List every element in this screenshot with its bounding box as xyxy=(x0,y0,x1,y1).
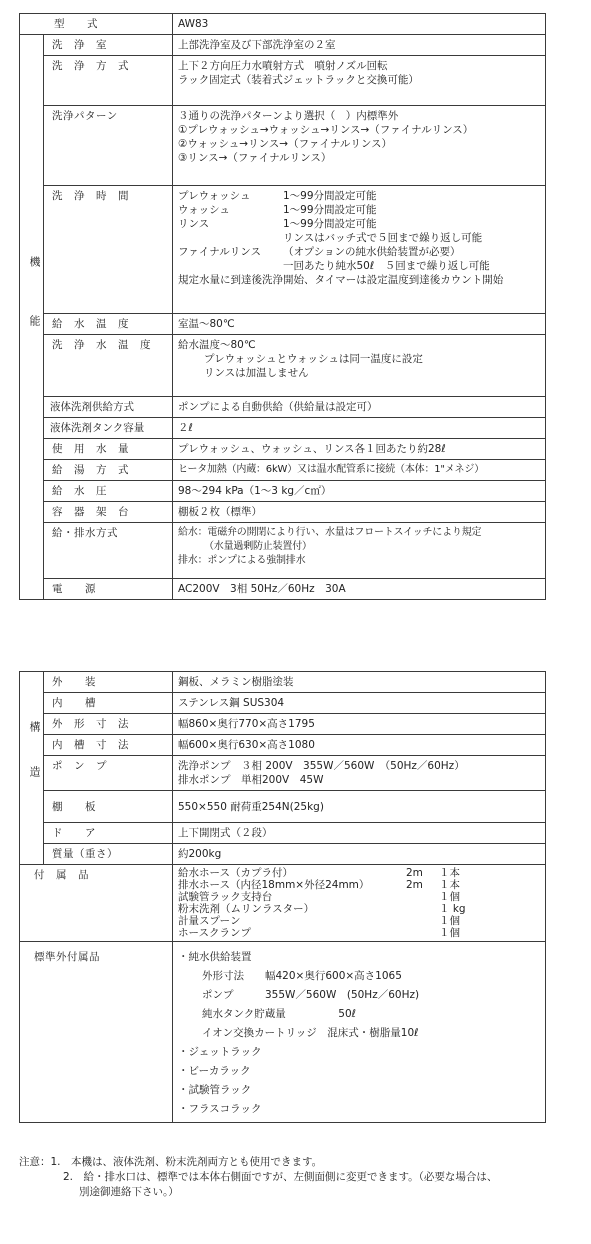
wash-time-entry xyxy=(178,245,540,259)
racks-row xyxy=(20,502,546,523)
accessory-qty xyxy=(406,903,439,915)
weight-row xyxy=(20,844,546,865)
accessories-label: 付 属 品 xyxy=(20,865,173,942)
door-label: ド ア xyxy=(44,823,173,844)
accessory-item xyxy=(178,879,540,891)
water-system-line: 給水：電磁弁の開閉により行い、水量はフロートスイッチにより規定 xyxy=(178,527,482,538)
tank-value: ステンレス鋼 SUS304 xyxy=(173,693,546,714)
exterior-row xyxy=(20,672,546,693)
water-pressure-row xyxy=(20,481,546,502)
accessory-count: １個 xyxy=(439,891,460,903)
accessory-item xyxy=(178,927,540,939)
detergent-supply-label: 液体洗剤供給方式 xyxy=(44,397,173,418)
door-row xyxy=(20,823,546,844)
wash-time-step xyxy=(178,231,283,245)
accessory-name: 排水ホース（内径18mm×外径24mm） xyxy=(178,879,370,891)
detergent-tank-label: 液体洗剤タンク容量 xyxy=(44,418,173,439)
wash-time-setting: 1～99分間設定可能 xyxy=(283,204,377,216)
wash-time-entry xyxy=(178,217,540,231)
water-system-line: 排水：ポンプによる強制排水 xyxy=(178,555,306,566)
power-value: AC200V 3相 50Hz／60Hz 30A xyxy=(173,579,546,600)
wash-time-setting: 1～99分間設定可能 xyxy=(283,190,377,202)
outer-dims-label: 外 形 寸 法 xyxy=(44,714,173,735)
wash-time-step: リンス xyxy=(178,218,210,230)
accessory-qty xyxy=(406,891,439,903)
accessory-name: 計量スプーン xyxy=(178,915,241,927)
wash-time-entry xyxy=(178,203,540,217)
accessory-count: １本 xyxy=(439,867,460,879)
inner-dims-label: 内 槽 寸 法 xyxy=(44,735,173,756)
water-pressure-label: 給 水 圧 xyxy=(44,481,173,502)
detergent-supply-row xyxy=(20,397,546,418)
weight-value: 約200kg xyxy=(173,844,546,865)
structure-spec-table xyxy=(19,671,546,1123)
wash-time-step: ファイナルリンス xyxy=(178,246,261,258)
wash-time-setting: 1～99分間設定可能 xyxy=(283,218,377,230)
inner-dims-row xyxy=(20,735,546,756)
water-use-row xyxy=(20,439,546,460)
wash-time-step: プレウォッシュ xyxy=(178,190,251,202)
water-use-value: プレウォッシュ、ウォッシュ、リンス各１回あたり約28ℓ xyxy=(173,439,546,460)
power-row xyxy=(20,579,546,600)
option-line: ・ビーカラック xyxy=(178,1065,251,1077)
wash-chamber-row xyxy=(20,35,546,56)
accessory-item xyxy=(178,903,540,915)
wash-method-row xyxy=(20,56,546,106)
tank-row xyxy=(20,693,546,714)
exterior-value: 鋼板、メラミン樹脂塗装 xyxy=(173,672,546,693)
wash-time-entry xyxy=(178,189,540,203)
accessory-item xyxy=(178,891,540,903)
water-system-label: 給・排水方式 xyxy=(44,523,173,579)
wash-pattern-line: ３通りの洗浄パターンより選択（ ）内標準外 xyxy=(178,110,399,122)
wash-time-step: ウォッシュ xyxy=(178,204,230,216)
wash-temp-line: プレウォッシュとウォッシュは同一温度に設定 xyxy=(204,353,423,365)
wash-temp-label: 洗 浄 水 温 度 xyxy=(44,335,173,397)
accessory-name: ホースクランプ xyxy=(178,927,251,939)
wash-pattern-line: ①プレウォッシュ→ウォッシュ→リンス→（ファイナルリンス） xyxy=(178,124,474,136)
accessory-count: １本 xyxy=(439,879,460,891)
hot-water-value: ヒータ加熱（内蔵：6kW）又は温水配管系に接続（本体：1"メネジ） xyxy=(173,460,546,481)
racks-label: 容 器 架 台 xyxy=(44,502,173,523)
water-system-line: （水量過剰防止装置付） xyxy=(204,541,312,552)
wash-temp-line: リンスは加温しません xyxy=(204,367,309,379)
tank-label: 内 槽 xyxy=(44,693,173,714)
wash-method-label: 洗 浄 方 式 xyxy=(44,56,173,106)
wash-pattern-row xyxy=(20,106,546,186)
water-pressure-value: 98～294 kPa（1～3 kg／c㎡） xyxy=(173,481,546,502)
pump-label: ポ ン プ xyxy=(44,756,173,791)
pump-row xyxy=(20,756,546,791)
note-line: 注意：1. 本機は、液体洗剤、粉末洗剤両方とも使用できます。 xyxy=(19,1156,323,1168)
shelf-value: 550×550 耐荷重254N(25kg) xyxy=(173,791,546,823)
wash-time-setting: （オプションの純水供給装置が必要） xyxy=(283,246,461,258)
shelf-row xyxy=(20,791,546,823)
note-line: 2. 給・排水口は、標準では本体右側面ですが、左側面側に変更できます。（必要な場合は、 xyxy=(63,1171,498,1183)
supply-temp-value: 室温～80℃ xyxy=(173,314,546,335)
accessory-item xyxy=(178,915,540,927)
wash-time-setting: リンスはバッチ式で５回まで繰り返し可能 xyxy=(283,232,483,244)
detergent-supply-value: ポンプによる自動供給（供給量は設定可） xyxy=(173,397,546,418)
wash-method-line: ラック固定式（装着式ジェットラックと交換可能） xyxy=(178,74,419,86)
accessory-name: 試験管ラック支持台 xyxy=(178,891,273,903)
hot-water-row xyxy=(20,460,546,481)
option-line: ・フラスコラック xyxy=(178,1103,262,1115)
option-line: ・純水供給装置 xyxy=(178,951,252,963)
options-row xyxy=(20,942,546,1123)
option-line: ・ジェットラック xyxy=(178,1046,262,1058)
water-system-row xyxy=(20,523,546,579)
accessory-item xyxy=(178,867,540,879)
wash-temp-line: 給水温度～80℃ xyxy=(178,339,256,351)
wash-time-step xyxy=(178,259,283,273)
weight-label: 質量（重さ） xyxy=(44,844,173,865)
option-line: イオン交換カートリッジ 混床式・樹脂量10ℓ xyxy=(202,1027,419,1039)
option-line: 外形寸法 幅420×奥行600×高さ1065 xyxy=(202,970,402,982)
wash-time-setting: 一回あたり純水50ℓ ５回まで繰り返し可能 xyxy=(283,260,490,272)
wash-method-line: 上下２方向圧力水噴射方式 噴射ノズル回転 xyxy=(178,60,388,72)
structure-group-text: 構造 xyxy=(28,721,41,811)
racks-value: 棚板２枚（標準） xyxy=(173,502,546,523)
supply-temp-label: 給 水 温 度 xyxy=(44,314,173,335)
water-use-label: 使 用 水 量 xyxy=(44,439,173,460)
outer-dims-row xyxy=(20,714,546,735)
wash-time-note: 規定水量に到達後洗浄開始、タイマーは設定温度到達後カウント開始 xyxy=(178,274,504,286)
wash-time-label: 洗 浄 時 間 xyxy=(44,186,173,314)
wash-chamber-value: 上部洗浄室及び下部洗浄室の２室 xyxy=(173,35,546,56)
wash-time-entry xyxy=(178,259,540,273)
detergent-tank-row xyxy=(20,418,546,439)
pump-line: 排水ポンプ 単相200V 45W xyxy=(178,774,324,786)
structure-group-label xyxy=(20,672,44,865)
accessory-qty: 2m xyxy=(406,867,423,879)
power-label: 電 源 xyxy=(44,579,173,600)
detergent-tank-value: ２ℓ xyxy=(173,418,546,439)
option-line: ポンプ 355W／560W (50Hz／60Hz) xyxy=(202,989,420,1001)
model-row xyxy=(20,14,546,35)
accessory-qty: 2m xyxy=(406,879,423,891)
function-group-text: 機能 xyxy=(28,256,41,374)
accessory-count: １個 xyxy=(439,927,460,939)
door-value: 上下開閉式（２段） xyxy=(173,823,546,844)
accessory-name: 給水ホース（カプラ付） xyxy=(178,867,293,879)
model-value: AW83 xyxy=(173,14,546,35)
accessory-count: １個 xyxy=(439,915,460,927)
hot-water-label: 給 湯 方 式 xyxy=(44,460,173,481)
outer-dims-value: 幅860×奥行770×高さ1795 xyxy=(173,714,546,735)
notes xyxy=(19,1155,579,1200)
accessory-qty xyxy=(406,915,439,927)
function-spec-table xyxy=(19,13,546,600)
wash-chamber-label: 洗 浄 室 xyxy=(44,35,173,56)
function-group-label xyxy=(20,35,44,600)
option-line: 純水タンク貯蔵量 50ℓ xyxy=(202,1008,356,1020)
wash-pattern-line: ③リンス→（ファイナルリンス） xyxy=(178,152,332,164)
wash-temp-row xyxy=(20,335,546,397)
accessory-name: 粉末洗剤（ムリンラスター） xyxy=(178,903,315,915)
accessory-count: １ kg xyxy=(439,903,466,915)
wash-pattern-line: ②ウォッシュ→リンス→（ファイナルリンス） xyxy=(178,138,393,150)
shelf-label: 棚 板 xyxy=(44,791,173,823)
exterior-label: 外 装 xyxy=(44,672,173,693)
note-line: 別途御連絡下さい。） xyxy=(79,1186,179,1198)
pump-line: 洗浄ポンプ ３相 200V 355W／560W （50Hz／60Hz） xyxy=(178,760,465,772)
wash-time-row xyxy=(20,186,546,314)
supply-temp-row xyxy=(20,314,546,335)
option-line: ・試験管ラック xyxy=(178,1084,252,1096)
accessory-qty xyxy=(406,927,439,939)
options-label: 標準外付属品 xyxy=(20,942,173,1123)
model-label: 型 式 xyxy=(54,18,98,30)
wash-pattern-label: 洗浄パターン xyxy=(44,106,173,186)
accessories-row xyxy=(20,865,546,942)
inner-dims-value: 幅600×奥行630×高さ1080 xyxy=(173,735,546,756)
wash-time-entry xyxy=(178,231,540,245)
